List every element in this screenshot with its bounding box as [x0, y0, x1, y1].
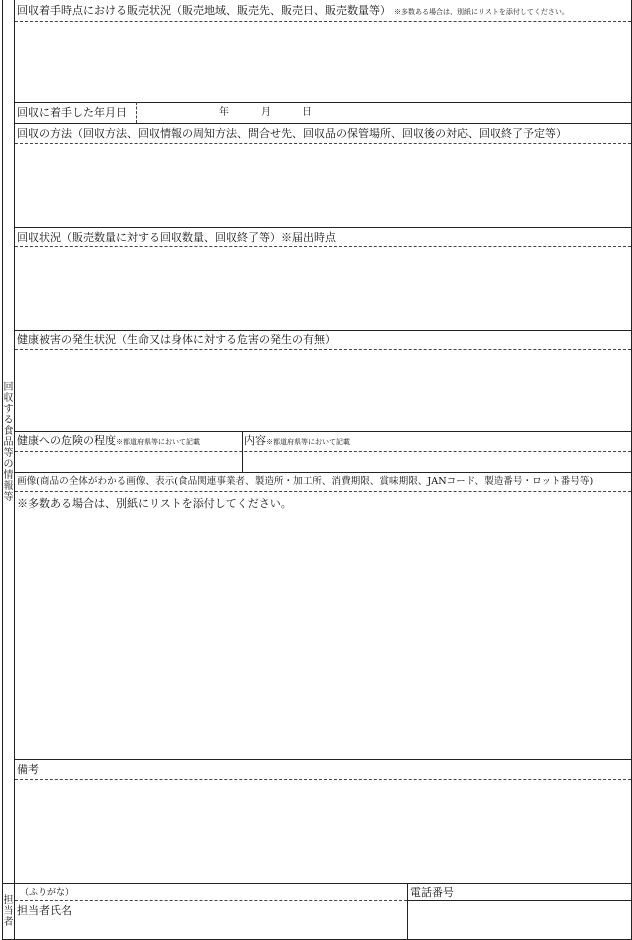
sales-status-label-text: 回収着手時点における販売状況（販売地域、販売先、販売日、販売数量等）	[17, 4, 391, 17]
start-date-field[interactable]	[136, 102, 631, 123]
person-in-charge-side-label	[3, 895, 14, 928]
phone-label: 電話番号	[410, 886, 454, 899]
health-risk-degree-label	[17, 434, 200, 449]
month-unit: 月	[261, 107, 271, 118]
recall-status-section	[15, 227, 631, 330]
health-risk-degree-field[interactable]	[15, 451, 241, 472]
furigana-label: （ふりがな）	[20, 888, 75, 898]
remarks-field[interactable]	[15, 780, 631, 883]
recall-method-field[interactable]	[15, 144, 631, 227]
health-risk-content-note: ※都道府県等において記載	[266, 438, 350, 446]
day-unit: 日	[302, 107, 312, 118]
furigana-field[interactable]	[75, 883, 405, 901]
start-date-label: 回収に着手した年月日	[17, 106, 127, 119]
health-risk-content-text: 内容	[244, 434, 266, 447]
person-in-charge-side-text: 担当者	[3, 895, 14, 928]
phone-field[interactable]	[408, 902, 631, 939]
sales-status-field[interactable]	[15, 22, 631, 102]
remarks-section	[15, 759, 631, 883]
sales-status-section	[15, 0, 631, 102]
recall-status-label: 回収状況（販売数量に対する回収数量、回収終了等）※届出時点	[17, 231, 336, 244]
person-name-label: 担当者氏名	[17, 904, 72, 917]
year-unit: 年	[219, 107, 229, 118]
images-note: ※多数ある場合は、別紙にリストを添付してください。	[17, 497, 292, 510]
health-damage-section	[15, 330, 631, 431]
contact-section	[15, 883, 631, 939]
recall-status-field[interactable]	[15, 247, 631, 330]
health-damage-label: 健康被害の発生状況（生命又は身体に対する危害の発生の有無）	[17, 333, 336, 346]
health-risk-content-label	[244, 434, 350, 449]
images-section	[15, 472, 631, 759]
person-name-field[interactable]	[85, 902, 405, 939]
recall-method-label: 回収の方法（回収方法、回収情報の周知方法、問合せ先、回収品の保管場所、回収後の対応、回収終了予定等）	[17, 127, 567, 140]
health-risk-content-field[interactable]	[242, 451, 631, 472]
recall-method-section	[15, 123, 631, 227]
start-date-row	[15, 102, 631, 123]
images-label: 画像(商品の全体がわかる画像、表示(食品関連事業者、製造所・加工所、消費期限、賞味期限、JANコード、製造番号・ロット番号等)	[17, 476, 594, 487]
images-field[interactable]	[15, 492, 631, 759]
health-risk-degree-text: 健康への危険の程度	[17, 434, 116, 447]
remarks-label: 備考	[17, 763, 39, 776]
health-damage-field[interactable]	[15, 350, 631, 431]
sales-status-label	[17, 4, 569, 19]
food-info-side-text: 回収する食品等の情報等	[3, 382, 14, 503]
food-info-side-label	[3, 382, 14, 503]
health-risk-degree-note: ※都道府県等において記載	[116, 438, 200, 446]
sales-status-note: ※多数ある場合は、別紙にリストを添付してください。	[394, 8, 569, 16]
